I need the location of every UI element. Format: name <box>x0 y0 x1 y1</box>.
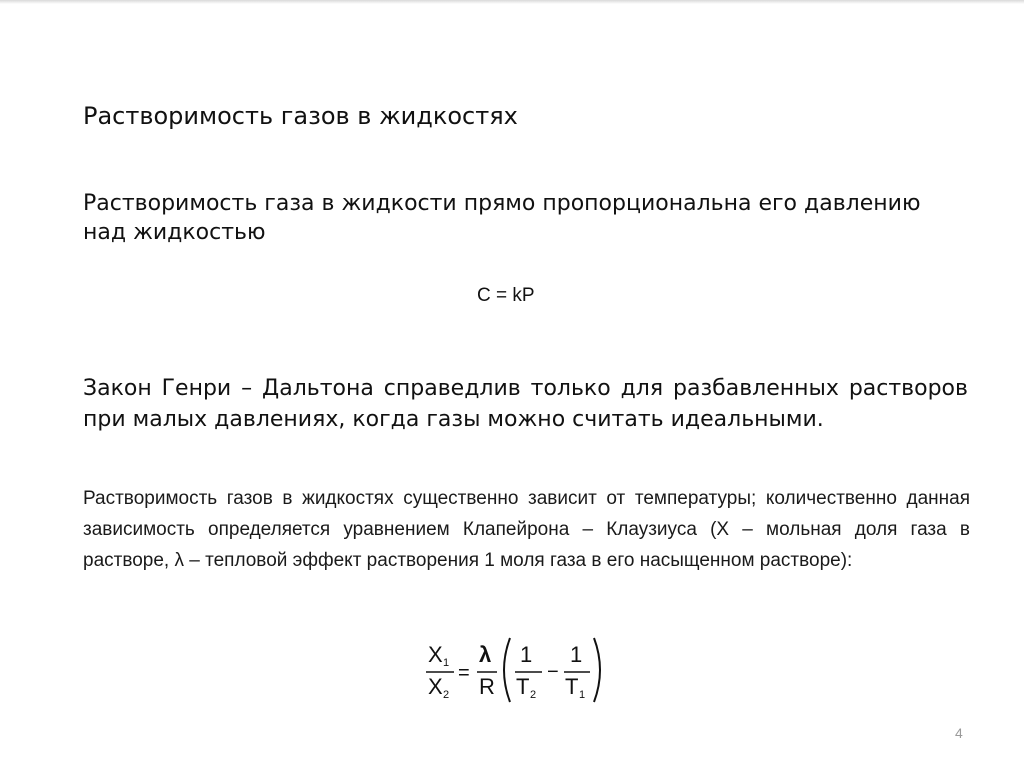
formula-equals: = <box>458 662 470 684</box>
left-paren <box>504 638 510 702</box>
formula-lambda: λ <box>479 642 492 667</box>
formula-t2: T <box>516 674 530 699</box>
clapeyron-clausius-formula <box>418 630 608 710</box>
formula-x2: X <box>428 674 443 699</box>
formula-one-a: 1 <box>520 642 533 667</box>
temperature-dependence-text: Растворимость газов в жидкостях существенно зависит от температуры; количественно данная зависимость определяется уравнением Клапейрона – Клаузиуса (Х – мольная доля газа в растворе, λ – тепловой эффект растворения 1 моля газа в его насыщенном растворе): <box>83 488 970 571</box>
henry-law-statement: Растворимость газа в жидкости прямо пропорциональна его давлению над жидкостью <box>83 191 921 245</box>
formula-x1-subscript: 1 <box>443 657 450 669</box>
formula-t2-subscript: 2 <box>530 689 537 701</box>
formula-t1-subscript: 1 <box>579 689 586 701</box>
slide-title: Растворимость газов в жидкостях <box>83 102 518 130</box>
formula-t1: T <box>565 674 579 699</box>
formula-x2-subscript: 2 <box>443 689 450 701</box>
henry-dalton-validity-text: Закон Генри – Дальтона справедлив только для разбавленных растворов при малых давлениях, когда газы можно считать идеальными. <box>83 376 968 432</box>
formula-one-b: 1 <box>570 642 583 667</box>
henry-formula: C = kP <box>477 285 535 306</box>
clapeyron-formula-graphic <box>418 630 608 710</box>
formula-x1: X <box>428 642 443 667</box>
right-paren <box>594 638 600 702</box>
top-divider <box>0 0 1024 4</box>
formula-r: R <box>479 674 495 699</box>
formula-minus: − <box>547 661 559 683</box>
page-number: 4 <box>955 725 963 741</box>
